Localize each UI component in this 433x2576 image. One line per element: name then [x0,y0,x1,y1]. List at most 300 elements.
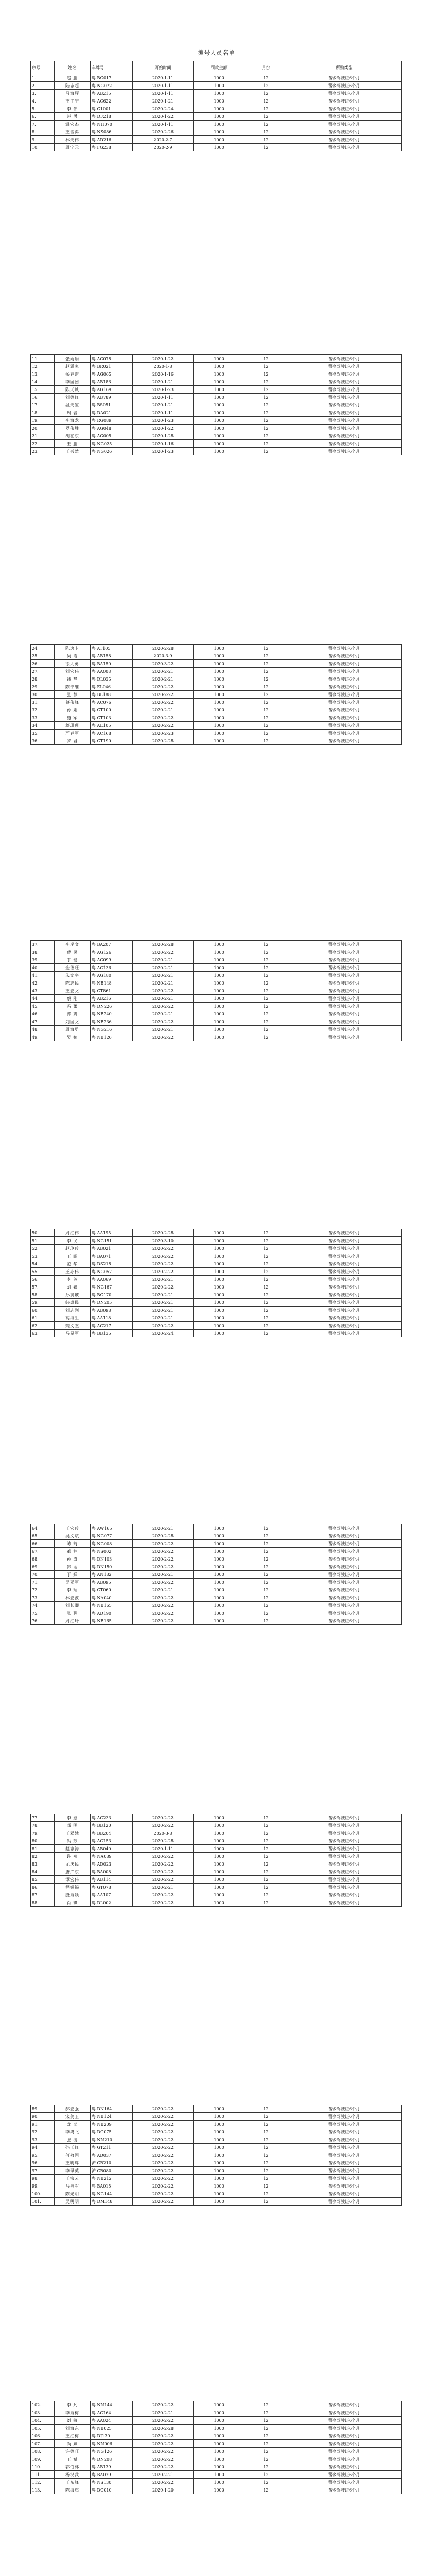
plate-number: 粤 BA015 [91,2182,133,2190]
table-row [31,2175,402,2182]
person-name: 尚 斌 [55,2440,91,2448]
start-date: 2020-2-22 [133,683,194,691]
roster-table [30,1814,402,1907]
purchase-type: 警乡驾驶证6个月 [287,2479,402,2486]
fine-amount: 1000 [194,2455,245,2463]
row-number: 27. [31,668,55,675]
fine-amount: 1000 [194,440,245,448]
table-row [31,691,402,699]
fine-amount: 1000 [194,1555,245,1563]
purchase-type: 警乡驾驶证6个月 [287,1033,402,1041]
month-count: 12 [245,370,287,378]
month-count: 12 [245,1860,287,1868]
purchase-type: 警乡驾驶证6个月 [287,2121,402,2128]
purchase-type: 警乡驾驶证6个月 [287,2182,402,2190]
person-name: 王兴然 [55,448,91,455]
row-number: 41. [31,972,55,979]
plate-number: 沪 CR080 [91,2167,133,2175]
fine-amount: 1000 [194,121,245,128]
month-count: 12 [245,1609,287,1617]
person-name: 郝宏强 [55,2105,91,2113]
month-count: 12 [245,2159,287,2167]
fine-amount: 1000 [194,74,245,82]
person-name: 周宁元 [55,144,91,151]
plate-number: 粤 BR021 [91,363,133,370]
purchase-type: 警乡驾驶证6个月 [287,1245,402,1252]
plate-number: 粤 AB021 [91,1245,133,1252]
start-date: 2020-2-21 [133,1276,194,1283]
plate-number: 粤 DL002 [91,1899,133,1907]
table-row [31,2151,402,2159]
person-name: 王雪鸿 [55,128,91,136]
table-row [31,1602,402,1609]
plate-number: 粤 G1001 [91,105,133,113]
month-count: 12 [245,2151,287,2159]
purchase-type: 警乡驾驶证6个月 [287,386,402,394]
purchase-type: 警乡驾驶证6个月 [287,2417,402,2425]
purchase-type: 警乡驾驶证6个月 [287,1571,402,1579]
month-count: 12 [245,74,287,82]
person-name: 吴 霞 [55,652,91,660]
plate-number: 粤 DG010 [91,2486,133,2494]
start-date: 2020-2-21 [133,964,194,972]
purchase-type: 警乡驾驶证6个月 [287,1594,402,1602]
person-name: 刘海东 [55,2425,91,2432]
person-name: 徐大勇 [55,660,91,668]
start-date: 2020-1-22 [133,113,194,121]
fine-amount: 1000 [194,2198,245,2206]
plate-number: 粤 BG170 [91,1291,133,1299]
person-name: 周红玲 [55,1617,91,1625]
table-row [31,2190,402,2198]
start-date: 2020-1-22 [133,425,194,432]
start-date: 2020-2-22 [133,2401,194,2409]
row-number: 63. [31,1330,55,1337]
purchase-type: 警乡驾驶证6个月 [287,706,402,714]
document-title: 摊号人员名单 [198,49,235,56]
month-count: 12 [245,956,287,964]
row-number: 57. [31,1283,55,1291]
plate-number: 粤 GT103 [91,714,133,722]
month-count: 12 [245,1026,287,1033]
start-date: 2020-2-22 [133,1245,194,1252]
purchase-type: 警乡驾驶证6个月 [287,113,402,121]
start-date: 2020-2-21 [133,1307,194,1314]
row-number: 30. [31,691,55,699]
plate-number: 粤 NS130 [91,2479,133,2486]
fine-amount: 1000 [194,995,245,1003]
month-count: 12 [245,1237,287,1245]
month-count: 12 [245,979,287,987]
table-row [31,144,402,151]
start-date: 2020-2-21 [133,1884,194,1891]
table-row [31,2105,402,2113]
fine-amount: 1000 [194,136,245,144]
fine-amount: 1000 [194,964,245,972]
row-number: 17. [31,401,55,409]
start-date: 2020-1-22 [133,355,194,363]
person-name: 李 民 [55,1237,91,1245]
row-number: 106. [31,2432,55,2440]
row-number: 102. [31,2401,55,2409]
fine-amount: 1000 [194,1299,245,1307]
plate-number: 粤 AT105 [91,645,133,652]
row-number: 1. [31,74,55,82]
person-name: 曹 民 [55,948,91,956]
table-row [31,363,402,370]
plate-number: 粤 GT078 [91,1884,133,1891]
month-count: 12 [245,1571,287,1579]
start-date: 2020-2-22 [133,1003,194,1010]
person-name: 杨春雷 [55,370,91,378]
fine-amount: 1000 [194,2182,245,2190]
fine-amount: 1000 [194,1594,245,1602]
start-date: 2020-2-9 [133,144,194,151]
row-number: 44. [31,995,55,1003]
start-date: 2020-2-22 [133,1555,194,1563]
start-date: 2020-2-22 [133,2417,194,2425]
start-date: 2020-2-22 [133,2182,194,2190]
person-name: 马福军 [55,2182,91,2190]
plate-number: 粤 DG075 [91,2128,133,2136]
plate-number: 粤 DL035 [91,675,133,683]
person-name: 陈逸卡 [55,645,91,652]
month-count: 12 [245,1845,287,1853]
plate-number: 粤 AB114 [91,1876,133,1884]
start-date: 2020-1-11 [133,1845,194,1853]
fine-amount: 1000 [194,2486,245,2494]
person-name: 韩惠民 [55,1299,91,1307]
table-row [31,2182,402,2190]
purchase-type: 警乡驾驶证6个月 [287,1532,402,1540]
row-number: 68. [31,1555,55,1563]
month-count: 12 [245,2432,287,2440]
start-date: 2020-2-22 [133,2463,194,2471]
person-name: 金德旺 [55,964,91,972]
month-count: 12 [245,1868,287,1876]
table-row [31,113,402,121]
fine-amount: 1000 [194,2175,245,2182]
fine-amount: 1000 [194,2151,245,2159]
purchase-type: 警乡驾驶证6个月 [287,1555,402,1563]
table-row [31,652,402,660]
row-number: 8. [31,128,55,136]
fine-amount: 1000 [194,714,245,722]
plate-number: 粤 NG144 [91,2190,133,2198]
plate-number: 粤 AB789 [91,394,133,401]
person-name: 王宏文 [55,987,91,995]
month-count: 12 [245,386,287,394]
fine-amount: 1000 [194,1548,245,1555]
row-number: 78. [31,1822,55,1829]
plate-number: 粤 AC164 [91,2409,133,2417]
fine-amount: 1000 [194,1837,245,1845]
person-name: 王红梅 [55,2432,91,2440]
purchase-type: 警乡驾驶证6个月 [287,1563,402,1571]
start-date: 2020-2-22 [133,1868,194,1876]
person-name: 李 凡 [55,2401,91,2409]
month-count: 12 [245,995,287,1003]
plate-number: 粤 AC078 [91,355,133,363]
purchase-type: 警乡驾驶证6个月 [287,1876,402,1884]
fine-amount: 1000 [194,1860,245,1868]
table-row [31,1307,402,1314]
month-count: 12 [245,722,287,730]
start-date: 2020-2-22 [133,2479,194,2486]
month-count: 12 [245,440,287,448]
person-name: 许德旺 [55,2448,91,2455]
start-date: 2020-2-22 [133,722,194,730]
table-row [31,1860,402,1868]
purchase-type: 警乡驾驶证6个月 [287,2175,402,2182]
table-row [31,386,402,394]
table-row [31,1245,402,1252]
purchase-type: 警乡驾驶证6个月 [287,1586,402,1594]
start-date: 2020-2-22 [133,2448,194,2455]
table-row [31,425,402,432]
plate-number: 粤 NB240 [91,1010,133,1018]
purchase-type: 警乡驾驶证6个月 [287,1853,402,1860]
fine-amount: 1000 [194,668,245,675]
person-name: 冯 芳 [55,1837,91,1845]
row-number: 94. [31,2144,55,2151]
start-date: 2020-2-22 [133,1891,194,1899]
person-name: 李秀梅 [55,2409,91,2417]
row-number: 29. [31,683,55,691]
plate-number: 粤 AG126 [91,948,133,956]
row-number: 20. [31,425,55,432]
month-count: 12 [245,432,287,440]
table-row [31,668,402,675]
plate-number: 粤 AC099 [91,956,133,964]
fine-amount: 1000 [194,2401,245,2409]
person-name: 胡在东 [55,432,91,440]
month-count: 12 [245,2121,287,2128]
row-number: 55. [31,1268,55,1276]
fine-amount: 1000 [194,1033,245,1041]
plate-number: 粤 DN208 [91,2455,133,2463]
table-row [31,948,402,956]
fine-amount: 1000 [194,660,245,668]
fine-amount: 1000 [194,1252,245,1260]
purchase-type: 警乡驾驶证6个月 [287,1283,402,1291]
table-row [31,941,402,948]
table-row [31,97,402,105]
roster-table [30,2105,402,2206]
month-count: 12 [245,964,287,972]
month-count: 12 [245,2190,287,2198]
row-number: 62. [31,1322,55,1330]
row-number: 82. [31,1853,55,1860]
start-date: 2020-2-24 [133,105,194,113]
person-name: 王翠娥 [55,1829,91,1837]
plate-number: 粤 NG167 [91,1283,133,1291]
row-number: 3. [31,90,55,97]
purchase-type: 警乡驾驶证6个月 [287,1299,402,1307]
plate-number: 粤 DM148 [91,2198,133,2206]
row-number: 58. [31,1291,55,1299]
table-row [31,105,402,113]
table-row [31,2113,402,2121]
row-number: 36. [31,737,55,745]
person-name: 尤庆民 [55,1860,91,1868]
person-name: 张 静 [55,691,91,699]
person-name: 王东峰 [55,2479,91,2486]
row-number: 21. [31,432,55,440]
start-date: 2020-1-28 [133,432,194,440]
row-number: 111. [31,2471,55,2479]
roster-table [30,1229,402,1337]
purchase-type: 警乡驾驶证6个月 [287,660,402,668]
row-number: 37. [31,941,55,948]
row-number: 72. [31,1586,55,1594]
table-row [31,2432,402,2440]
row-number: 96. [31,2159,55,2167]
person-name: 罗 君 [55,737,91,745]
person-name: 林天伟 [55,136,91,144]
fine-amount: 1000 [194,1899,245,1907]
row-number: 15. [31,386,55,394]
row-number: 42. [31,979,55,987]
plate-number: 粤 AA118 [91,1314,133,1322]
plate-number: 粤 AB216 [91,995,133,1003]
person-name: 张 凌 [55,2136,91,2144]
plate-number: 粤 BG017 [91,74,133,82]
fine-amount: 1000 [194,2409,245,2417]
purchase-type: 警乡驾驶证6个月 [287,987,402,995]
fine-amount: 1000 [194,1532,245,1540]
plate-number: 粤 NB236 [91,1018,133,1026]
fine-amount: 1000 [194,401,245,409]
person-name: 王宏玲 [55,1524,91,1532]
row-number: 66. [31,1540,55,1548]
month-count: 12 [245,113,287,121]
roster-table [30,1524,402,1625]
purchase-type: 警乡驾驶证6个月 [287,1252,402,1260]
table-row [31,1571,402,1579]
table-header-row [31,61,402,74]
purchase-type: 警乡驾驶证6个月 [287,1548,402,1555]
table-row [31,2128,402,2136]
fine-amount: 1000 [194,2105,245,2113]
purchase-type: 警乡驾驶证6个月 [287,2486,402,2494]
table-row [31,121,402,128]
table-row [31,683,402,691]
start-date: 2020-3-9 [133,652,194,660]
start-date: 2020-3-22 [133,660,194,668]
plate-number: 粤 NA040 [91,1594,133,1602]
column-header: 姓名 [55,61,91,74]
month-count: 12 [245,1555,287,1563]
month-count: 12 [245,730,287,737]
person-name: 吴亚军 [55,1579,91,1586]
fine-amount: 1000 [194,1884,245,1891]
row-number: 70. [31,1571,55,1579]
table-row [31,409,402,417]
plate-number: 粤 BA079 [91,2471,133,2479]
fine-amount: 1000 [194,1283,245,1291]
person-name: 刘 鑫 [55,1283,91,1291]
start-date: 2020-2-22 [133,2121,194,2128]
purchase-type: 警乡驾驶证6个月 [287,440,402,448]
table-row [31,1276,402,1283]
month-count: 12 [245,948,287,956]
table-row [31,1268,402,1276]
fine-amount: 1000 [194,1291,245,1299]
start-date: 2020-2-22 [133,714,194,722]
roster-table [30,61,402,151]
fine-amount: 1000 [194,2432,245,2440]
fine-amount: 1000 [194,1891,245,1899]
person-name: 李 英 [55,1276,91,1283]
table-row [31,2417,402,2425]
roster-table [30,940,402,1041]
purchase-type: 警乡驾驶证6个月 [287,1322,402,1330]
fine-amount: 1000 [194,105,245,113]
plate-number: 粤 DN205 [91,1299,133,1307]
month-count: 12 [245,2417,287,2425]
person-name: 周红伟 [55,1229,91,1237]
row-number: 75. [31,1609,55,1617]
start-date: 2020-1-20 [133,2486,194,2494]
start-date: 2020-1-11 [133,82,194,90]
table-row [31,1299,402,1307]
start-date: 2020-2-22 [133,1617,194,1625]
person-name: 钱 静 [55,675,91,683]
start-date: 2020-2-22 [133,2144,194,2151]
person-name: 李 瑞 [55,1586,91,1594]
fine-amount: 1000 [194,956,245,964]
table-row [31,699,402,706]
start-date: 2020-2-22 [133,1594,194,1602]
person-name: 马星军 [55,1330,91,1337]
fine-amount: 1000 [194,82,245,90]
month-count: 12 [245,136,287,144]
row-number: 5. [31,105,55,113]
row-number: 91. [31,2121,55,2128]
person-name: 王明辉 [55,2159,91,2167]
fine-amount: 1000 [194,683,245,691]
person-name: 韩 丽 [55,1563,91,1571]
start-date: 2020-2-21 [133,1571,194,1579]
row-number: 19. [31,417,55,425]
fine-amount: 1000 [194,1330,245,1337]
start-date: 2020-2-22 [133,1609,194,1617]
plate-number: 粤 BL188 [91,691,133,699]
purchase-type: 警乡驾驶证6个月 [287,979,402,987]
person-name: 冯 蕾 [55,1003,91,1010]
table-row [31,1837,402,1845]
fine-amount: 1000 [194,448,245,455]
start-date: 2020-1-21 [133,401,194,409]
table-row [31,1563,402,1571]
table-row [31,417,402,425]
start-date: 2020-2-28 [133,1532,194,1540]
month-count: 12 [245,1594,287,1602]
month-count: 12 [245,394,287,401]
purchase-type: 警乡驾驶证6个月 [287,2463,402,2471]
table-row [31,432,402,440]
purchase-type: 警乡驾驶证6个月 [287,1229,402,1237]
table-row [31,1003,402,1010]
month-count: 12 [245,144,287,151]
start-date: 2020-2-22 [133,2136,194,2144]
row-number: 26. [31,660,55,668]
fine-amount: 1000 [194,1018,245,1026]
month-count: 12 [245,972,287,979]
purchase-type: 警乡驾驶证6个月 [287,2167,402,2175]
plate-number: 粤 GT100 [91,706,133,714]
